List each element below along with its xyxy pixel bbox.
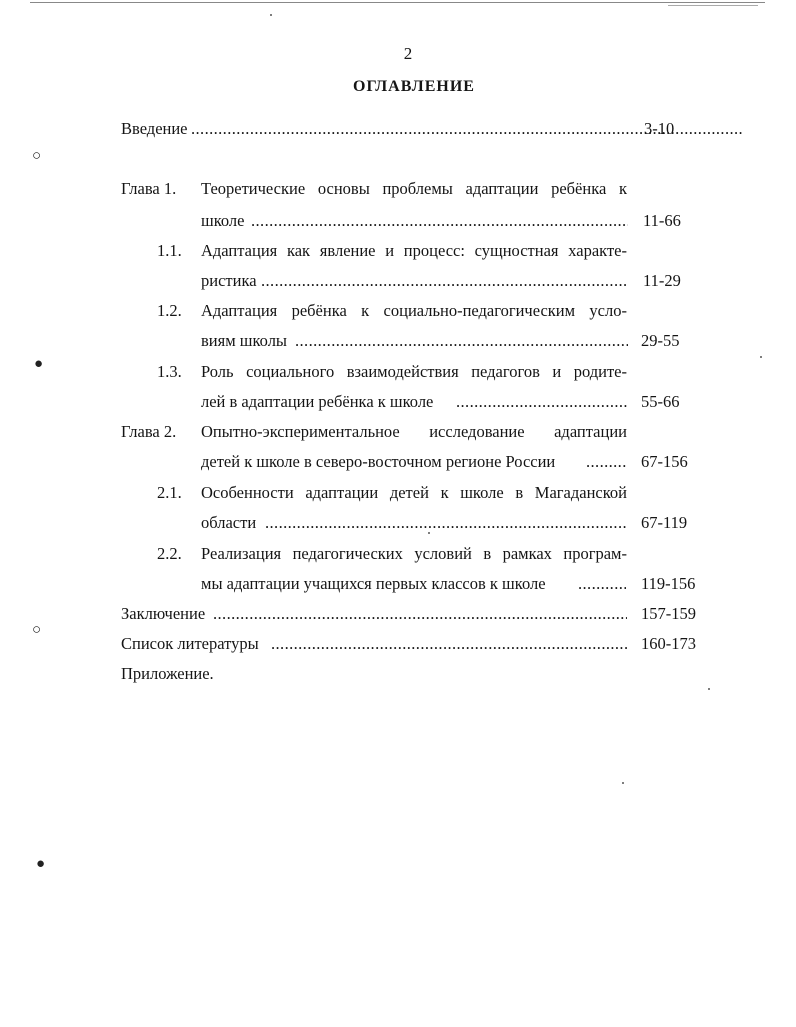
- toc-leader-dots: [265, 512, 627, 534]
- toc-section-label: 1.1.: [157, 241, 182, 260]
- toc-entry-pages: 67-156: [641, 452, 688, 471]
- toc-entry-pages: 3-10: [644, 119, 675, 138]
- toc-entry-text: виям школы: [201, 331, 288, 350]
- toc-entry-s21: [201, 512, 721, 534]
- toc-leader-dots: [271, 633, 627, 655]
- toc-entry-text: школе: [201, 211, 245, 230]
- toc-entry-s13: [201, 391, 721, 413]
- toc-entry-intro: [121, 118, 721, 140]
- toc-entry-pages: 11-66: [643, 211, 681, 230]
- toc-leader-dots: [578, 573, 626, 595]
- toc-section-label: 1.2.: [157, 301, 182, 320]
- binder-hole-mark: ○: [32, 622, 42, 638]
- toc-leader-dots: [586, 451, 627, 473]
- page-number: 2: [403, 44, 413, 63]
- toc-entry-text: Реализация педагогических условий в рамках програм-: [201, 544, 627, 563]
- toc-entry-text: Роль социального взаимодействия педагогов и родите-: [201, 362, 627, 381]
- toc-entry-text: Особенности адаптации детей к школе в Магаданской: [201, 483, 627, 502]
- toc-section-label: 2.1.: [157, 483, 182, 502]
- toc-entry-text: детей к школе в северо-восточном регионе России: [201, 452, 556, 471]
- toc-title: ОГЛАВЛЕНИЕ: [353, 78, 475, 95]
- scan-speck: [760, 356, 762, 358]
- binder-hole-mark: ●: [34, 356, 44, 372]
- toc-leader-dots: [251, 210, 628, 232]
- toc-entry-text: Список литературы: [121, 634, 259, 653]
- toc-entry-s11: [201, 270, 721, 292]
- toc-chapter-label: Глава 1.: [121, 179, 177, 198]
- toc-entry-pages: 157-159: [641, 604, 696, 623]
- scan-speck: [708, 688, 710, 690]
- binder-hole-mark: ○: [32, 148, 42, 164]
- toc-entry-appendix: [121, 663, 421, 685]
- toc-entry-text: Адаптация как явление и процесс: сущностная характе-: [201, 241, 627, 260]
- toc-entry-text: Адаптация ребёнка к социально-педагогическим усло-: [201, 301, 627, 320]
- scan-speck: [428, 532, 430, 534]
- toc-entry-references: [121, 633, 721, 655]
- binder-hole-mark: ●: [36, 856, 46, 872]
- toc-entry-ch2: [201, 451, 721, 473]
- toc-entry-text: Введение: [121, 119, 188, 138]
- scan-speck: [270, 14, 272, 16]
- toc-leader-dots: [295, 330, 628, 352]
- toc-entry-ch1: [201, 210, 721, 232]
- toc-leader-dots: [261, 270, 628, 292]
- toc-entry-text: Теоретические основы проблемы адаптации ребёнка к: [201, 179, 627, 198]
- toc-section-label: 1.3.: [157, 362, 182, 381]
- toc-section-label: 2.2.: [157, 544, 182, 563]
- toc-entry-pages: 160-173: [641, 634, 696, 653]
- toc-chapter-label: Глава 2.: [121, 422, 177, 441]
- toc-entry-pages: 67-119: [641, 513, 688, 532]
- toc-leader-dots: [213, 603, 627, 625]
- toc-entry-pages: 119-156: [641, 574, 696, 593]
- toc-entry-text: мы адаптации учащихся первых классов к школе: [201, 574, 546, 593]
- toc-entry-conclusion: [121, 603, 721, 625]
- toc-entry-text: Заключение: [121, 604, 206, 623]
- toc-entry-text: области: [201, 513, 257, 532]
- toc-entry-pages: 29-55: [641, 331, 680, 350]
- scan-speck: [622, 782, 624, 784]
- toc-entry-text: лей в адаптации ребёнка к школе: [201, 392, 434, 411]
- toc-entry-text: Приложение.: [121, 664, 214, 683]
- toc-entry-pages: 11-29: [643, 271, 681, 290]
- toc-entry-pages: 55-66: [641, 392, 680, 411]
- toc-leader-dots: [456, 391, 628, 413]
- toc-entry-s12: [201, 330, 721, 352]
- toc-entry-text: ристика: [201, 271, 257, 290]
- toc-entry-text: Опытно-экспериментальное исследование адаптации: [201, 422, 627, 441]
- toc-entry-s22: [201, 573, 721, 595]
